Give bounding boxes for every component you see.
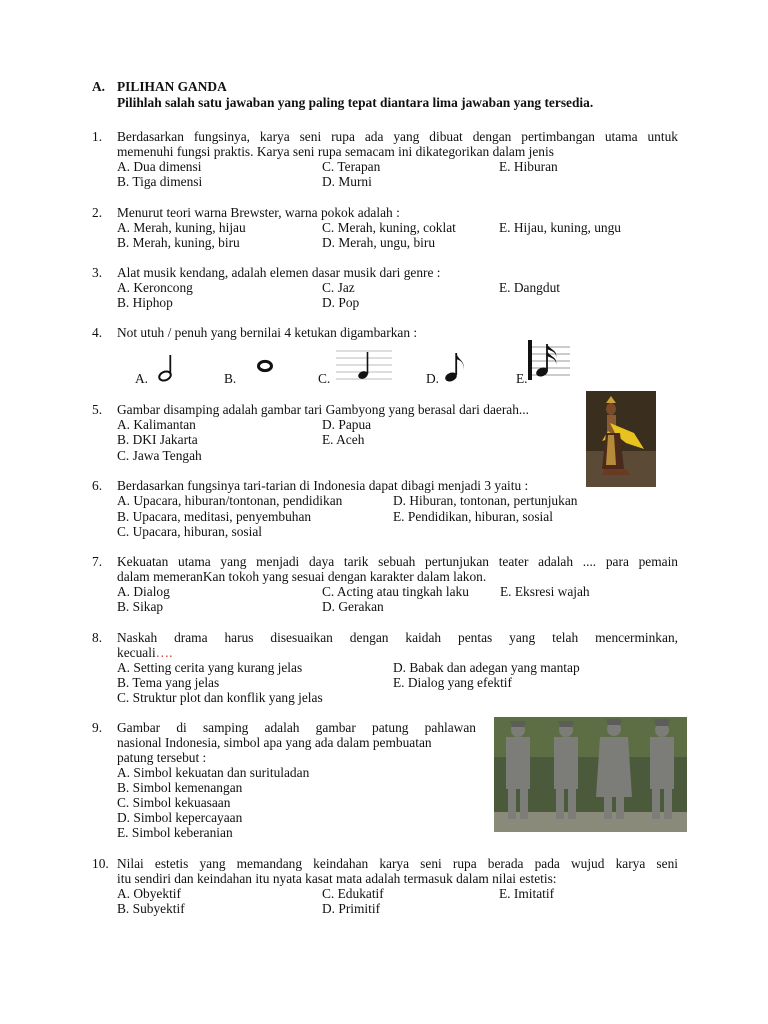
option-e: E. Pendidikan, hiburan, sosial [393,509,553,524]
option-c: C. Jaz [322,280,355,295]
question-number: 10. [92,856,109,871]
option-e: E. Dangdut [499,280,560,295]
option-e: E. Dialog yang efektif [393,675,512,690]
option-e: E. Hiburan [499,159,558,174]
question-text: itu sendiri dan keindahan itu nyata kasat mata adalah termasuk dalam nilai estetis: [117,871,557,886]
ellipsis-mark: …. [155,645,173,660]
option-a: A. Merah, kuning, hijau [117,220,246,235]
option-a: A. Upacara, hiburan/tontonan, pendidikan [117,493,343,508]
option-a: A. [135,371,149,386]
option-b: B. Upacara, meditasi, penyembuhan [117,509,312,524]
option-c: C. Simbol kekuasaan [117,795,231,810]
option-b: B. [224,371,237,386]
option-e: E. Hijau, kuning, ungu [499,220,621,235]
sixteenth-note-staff-icon [526,340,570,384]
question-number: 1. [92,129,103,144]
option-d: D. [426,371,440,386]
option-b: B. Tema yang jelas [117,675,220,690]
gambyong-dancer-image [586,391,656,487]
option-d: D. Gerakan [322,599,384,614]
question-text: Nilai estetis yang memandang keindahan karya seni rupa berada pada wujud karya seni [117,856,678,871]
question-number: 5. [92,402,103,417]
option-c: C. Struktur plot dan konflik yang jelas [117,690,323,705]
option-e: E. Imitatif [499,886,555,901]
question-text: Not utuh / penuh yang bernilai 4 ketukan digambarkan : [117,325,418,340]
question-text: Berdasarkan fungsinya, karya seni rupa ada yang dibuat dengan pertimbangan utama untuk [117,129,678,144]
section-letter: A. [92,79,106,94]
option-a: A. Dialog [117,584,170,599]
option-e: E. [516,371,528,386]
option-b: B. DKI Jakarta [117,432,198,447]
option-c: C. Merah, kuning, coklat [322,220,456,235]
question-text: Naskah drama harus disesuaikan dengan kaidah pentas yang telah mencerminkan, [117,630,678,645]
option-d: D. Papua [322,417,372,432]
question-text: memenuhi fungsi praktis. Karya seni rupa semacam ini dikategorikan dalam jenis [117,144,554,159]
question-text: Alat musik kendang, adalah elemen dasar musik dari genre : [117,265,441,280]
option-d: D. Primitif [322,901,381,916]
question-number: 8. [92,630,103,645]
option-b: B. Hiphop [117,295,173,310]
question-number: 4. [92,325,103,340]
question-text: patung tersebut : [117,750,207,765]
eighth-note-icon [442,350,468,384]
option-d: D. Babak dan adegan yang mantap [393,660,580,675]
option-b: B. Subyektif [117,901,185,916]
option-d: D. Murni [322,174,372,189]
option-b: B. Tiga dimensi [117,174,203,189]
option-c: C. Upacara, hiburan, sosial [117,524,263,539]
option-d: D. Simbol kepercayaan [117,810,243,825]
question-number: 3. [92,265,103,280]
hero-statues-image [494,717,687,832]
question-number: 2. [92,205,103,220]
option-b: B. Merah, kuning, biru [117,235,240,250]
question-text: nasional Indonesia, simbol apa yang ada dalam pembuatan [117,735,432,750]
staff-quarter-note-icon [336,349,392,383]
option-c: C. [318,371,331,386]
question-number: 9. [92,720,103,735]
option-d: D. Pop [322,295,360,310]
option-d: D. Hiburan, tontonan, pertunjukan [393,493,578,508]
question-number: 6. [92,478,103,493]
section-instruction: Pilihlah salah satu jawaban yang paling tepat diantara lima jawaban yang tersedia. [117,95,594,110]
question-number: 7. [92,554,103,569]
question-text: Gambar di samping adalah gambar patung pahlawan [117,720,476,735]
section-title: PILIHAN GANDA [117,79,227,94]
half-note-icon [156,353,180,383]
option-b: B. Simbol kemenangan [117,780,243,795]
option-c: C. Acting atau tingkah laku [322,584,469,599]
option-e: E. Aceh [322,432,365,447]
option-c: C. Jawa Tengah [117,448,202,463]
option-a: A. Dua dimensi [117,159,202,174]
option-d: D. Merah, ungu, biru [322,235,436,250]
question-text-line [117,645,172,660]
question-text: Gambar disamping adalah gambar tari Gambyong yang berasal dari daerah... [117,402,529,417]
option-e: E. Simbol keberanian [117,825,233,840]
option-a: A. Setting cerita yang kurang jelas [117,660,303,675]
option-a: A. Kalimantan [117,417,196,432]
whole-note-icon [256,359,274,373]
option-b: B. Sikap [117,599,164,614]
option-e: E. Eksresi wajah [500,584,590,599]
option-a: A. Simbol kekuatan dan surituladan [117,765,310,780]
question-text: Kekuatan utama yang menjadi daya tarik sebuah pertunjukan teater adalah .... para pemain [117,554,678,569]
option-a: A. Obyektif [117,886,181,901]
option-a: A. Keroncong [117,280,193,295]
question-text: Berdasarkan fungsinya tari-tarian di Indonesia dapat dibagi menjadi 3 yaitu : [117,478,529,493]
option-c: C. Edukatif [322,886,384,901]
question-text: kecuali [117,645,156,660]
question-text: Menurut teori warna Brewster, warna pokok adalah : [117,205,400,220]
question-text: dalam memeranKan tokoh yang sesuai dengan karakter dalam lakon. [117,569,487,584]
option-c: C. Terapan [322,159,381,174]
